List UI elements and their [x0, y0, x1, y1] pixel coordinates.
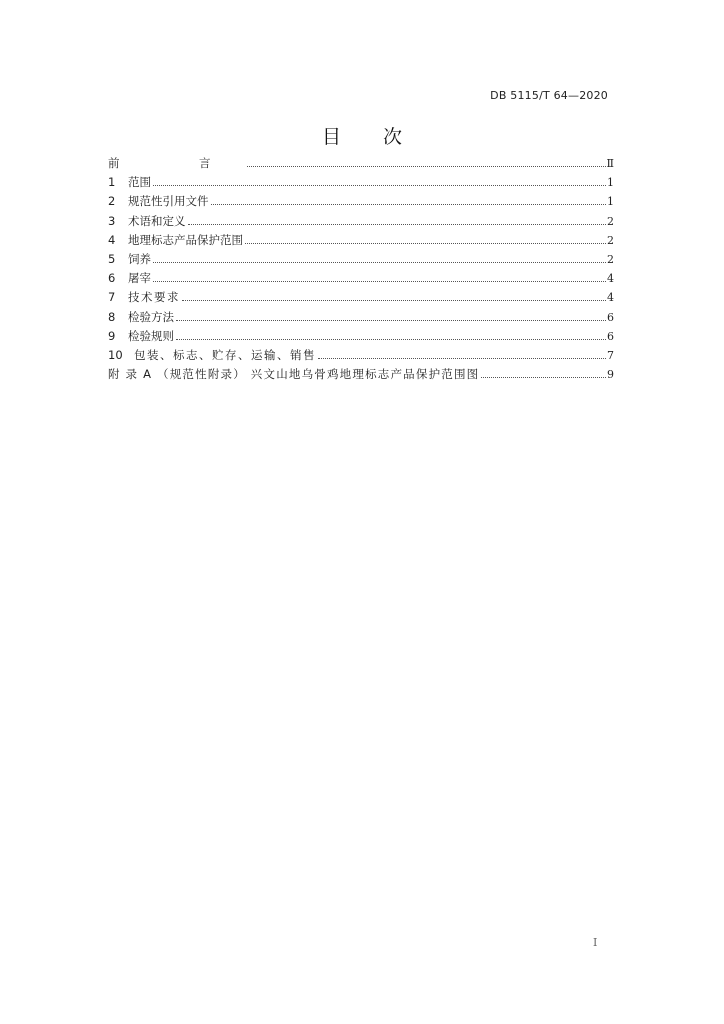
toc-title [0, 122, 724, 149]
toc-entry-label: 检验方法 [128, 309, 174, 324]
toc-entry-label: 屠宰 [128, 271, 151, 286]
toc-entry-label: 包装、标志、贮存、运输、销售 [134, 347, 316, 362]
toc-entry-number: 8 [108, 309, 116, 324]
page-number: I [593, 936, 598, 949]
toc-entry-feeding[interactable] [108, 250, 614, 269]
toc-entry-label: 附 录 A （规范性附录） 兴文山地乌骨鸡地理标志产品保护范围图 [108, 367, 480, 382]
toc-entry-label: 饲养 [128, 251, 151, 266]
toc-leader-dots [153, 185, 606, 186]
toc-entry-normative-references[interactable] [108, 192, 614, 211]
toc-entry-label: 范围 [128, 175, 151, 190]
document-code: DB 5115/T 64—2020 [490, 89, 608, 102]
toc-entry-technical-requirements[interactable] [108, 288, 614, 307]
toc-leader-dots [318, 358, 606, 359]
toc-entry-foreword[interactable] [108, 154, 614, 173]
toc-leader-dots [176, 320, 606, 321]
toc-entry-protection-area[interactable] [108, 231, 614, 250]
toc-entry-number: 2 [108, 194, 116, 209]
toc-entry-page: Ⅱ [606, 157, 614, 170]
toc-entry-number: 6 [108, 271, 116, 286]
toc-leader-dots [188, 224, 607, 225]
toc-leader-dots [481, 377, 606, 378]
toc-entry-page: 6 [607, 310, 614, 324]
toc-entry-page: 1 [607, 176, 614, 190]
toc-leader-dots [247, 166, 606, 167]
toc-entry-page: 2 [607, 214, 614, 228]
toc-entry-number: 3 [108, 213, 116, 228]
toc-entry-label: 规范性引用文件 [128, 194, 209, 209]
toc-entry-number: 5 [108, 251, 116, 266]
toc-entry-number: 4 [108, 232, 116, 247]
toc-leader-dots [153, 262, 606, 263]
toc-entry-label: 检验规则 [128, 328, 174, 343]
toc-entry-label: 术语和定义 [128, 213, 186, 228]
toc-entry-page: 1 [607, 195, 614, 209]
toc-entry-page: 2 [607, 233, 614, 247]
toc-entry-page: 7 [607, 348, 614, 362]
toc-entry-number: 9 [108, 328, 116, 343]
toc-entry-number: 1 [108, 175, 116, 190]
toc-entry-label: 技术要求 [128, 290, 180, 305]
toc-entry-scope[interactable] [108, 173, 614, 192]
toc-leader-dots [245, 243, 606, 244]
toc-entry-page: 9 [607, 368, 614, 382]
toc-entry-label: 地理标志产品保护范围 [128, 232, 243, 247]
toc-leader-dots [211, 204, 607, 205]
toc-title-text: 目 次 [321, 126, 421, 148]
toc-entry-page: 4 [607, 272, 614, 286]
toc-leader-dots [176, 339, 606, 340]
toc-entry-page: 2 [607, 252, 614, 266]
toc-leader-dots [153, 281, 606, 282]
table-of-contents [108, 154, 614, 384]
toc-entry-number: 10 [108, 347, 123, 362]
toc-entry-page: 6 [607, 329, 614, 343]
toc-entry-page: 4 [607, 291, 614, 305]
toc-entry-test-methods[interactable] [108, 308, 614, 327]
toc-entry-terms-definitions[interactable] [108, 212, 614, 231]
toc-leader-dots [182, 300, 606, 301]
toc-entry-slaughter[interactable] [108, 269, 614, 288]
toc-entry-packaging-marking[interactable] [108, 346, 614, 365]
toc-entry-appendix-a[interactable] [108, 365, 614, 384]
toc-entry-number: 7 [108, 290, 116, 305]
toc-entry-label: 前 言 [108, 156, 245, 170]
toc-entry-inspection-rules[interactable] [108, 327, 614, 346]
